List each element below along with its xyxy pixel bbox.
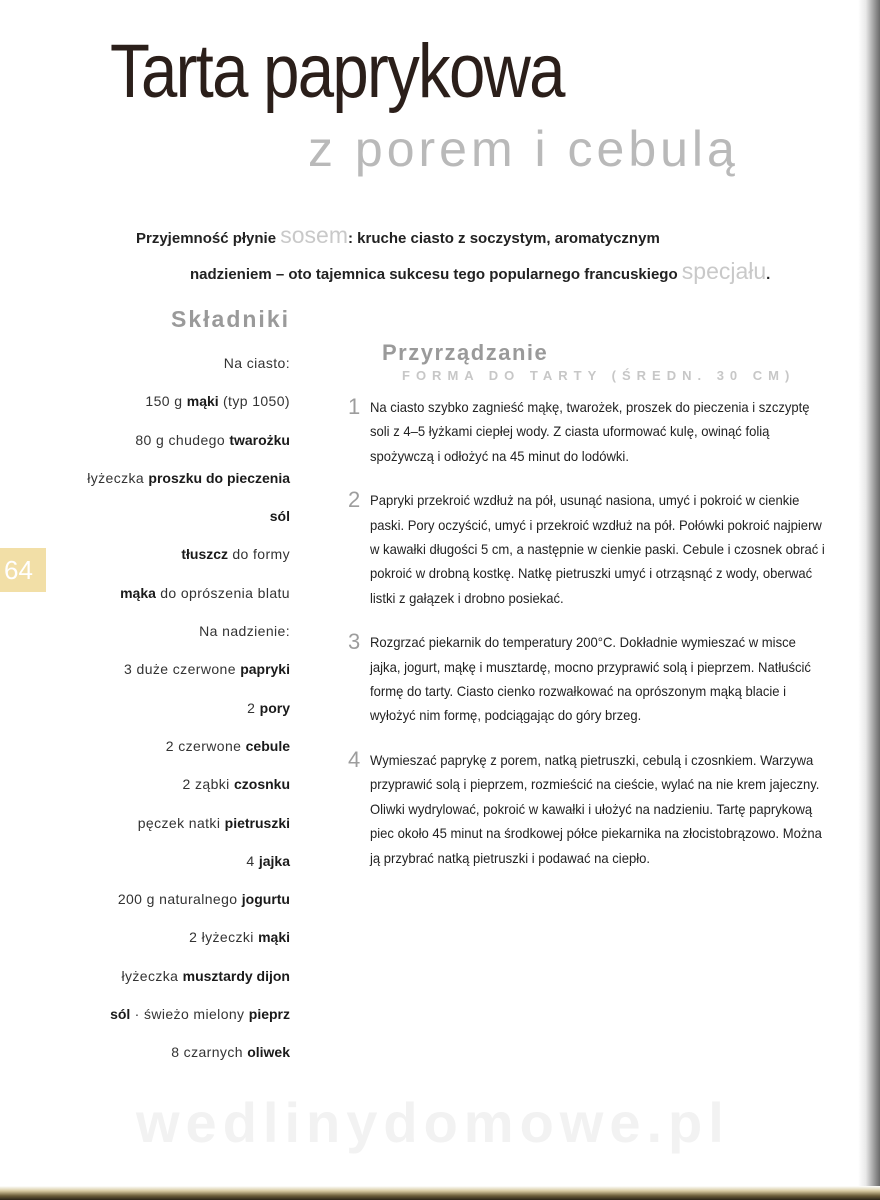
- step-number: 3: [348, 629, 361, 655]
- page-number-tab: [0, 548, 46, 592]
- ingredient-item: 2 łyżeczki mąki: [189, 929, 290, 946]
- page-edge-shadow: [858, 0, 880, 1200]
- step-4: [348, 746, 848, 871]
- intro-line-2: [190, 258, 770, 285]
- ingredient-item: Na nadzienie:: [199, 623, 290, 640]
- ingredient-item: pęczek natki pietruszki: [137, 814, 290, 831]
- ingredient-item: 80 g chudego twarożku: [135, 431, 290, 448]
- ingredients-heading: Składniki: [171, 306, 290, 332]
- ingredient-item: 8 czarnych oliwek: [171, 1044, 290, 1061]
- ingredient-item: 150 g mąki (typ 1050): [145, 393, 290, 410]
- intro-line-1: [136, 222, 660, 249]
- page-number: 64: [4, 555, 33, 585]
- preparation-steps: [348, 396, 848, 891]
- step-number: 2: [348, 487, 361, 513]
- intro-highlight-word: sosem: [280, 222, 348, 248]
- ingredient-item: 200 g naturalnego jogurtu: [117, 891, 290, 908]
- recipe-subtitle: z porem i cebulą: [308, 121, 739, 177]
- ingredient-item: 3 duże czerwone papryki: [124, 661, 290, 678]
- step-text: Na ciasto szybko zagnieść mąkę, twarożek, proszek do pieczenia i szczyptę soli z 4–5 łyżkami ciepłej wody. Z ciasta uformować kulę, owinąć folią spożywczą i odłożyć na 45 minut do lodówki.: [370, 400, 810, 464]
- step-1: [348, 396, 848, 469]
- ingredient-item: łyżeczka musztardy dijon: [121, 967, 290, 984]
- ingredient-item: łyżeczka proszku do pieczenia: [87, 469, 290, 486]
- preparation-subheading: FORMA DO TARTY (ŚREDN. 30 CM): [402, 368, 796, 383]
- intro-text: Przyjemność płynie: [136, 230, 281, 247]
- intro-text: : kruche ciasto z soczystym, aromatycznym: [347, 230, 660, 247]
- ingredient-item: mąka do oprószenia blatu: [120, 584, 290, 601]
- step-text: Papryki przekroić wzdłuż na pół, usunąć nasiona, umyć i pokroić w cienkie paski. Pory oczyścić, umyć i przekroić wzdłuż na pół. Połówki pokroić najpierw w kawałki długości 5 cm, a następnie w cienkie paski. Cebule i czosnek obrać i pokroić w drobną kostkę. Natkę pietruszki umyć i otrząsnąć z wody, oberwać listki z gałązek i drobno posiekać.: [370, 493, 825, 606]
- page-bottom-edge: [0, 1186, 880, 1200]
- ingredient-item: tłuszcz do formy: [181, 546, 290, 563]
- ingredient-item: 2 czerwone cebule: [165, 737, 290, 754]
- step-number: 4: [348, 746, 361, 772]
- ingredient-item: sól: [269, 508, 290, 525]
- ingredients-list: [87, 352, 290, 1080]
- step-3: [348, 631, 848, 729]
- preparation-heading: Przyrządzanie: [382, 340, 549, 365]
- intro-highlight-word: specjału: [681, 258, 767, 284]
- intro-text: .: [766, 266, 771, 283]
- watermark: wedlinydomowe.pl: [136, 1091, 730, 1154]
- intro-text: nadzieniem – oto tajemnica sukcesu tego popularnego francuskiego: [190, 266, 682, 283]
- step-text: Rozgrzać piekarnik do temperatury 200°C. Dokładnie wymieszać w misce jajka, jogurt, mąkę i musztardę, mocno przyprawić solą i pieprzem. Natłuścić formę do tarty. Ciasto cienko rozwałkować na oprószonym mąką blacie i wyłożyć nim formę, podciągając do góry brzeg.: [370, 635, 811, 724]
- ingredient-item: 2 pory: [247, 699, 290, 716]
- ingredient-item: 2 ząbki czosnku: [182, 776, 290, 793]
- ingredient-item: Na ciasto:: [223, 355, 290, 371]
- step-2: [348, 489, 848, 611]
- step-number: 1: [348, 394, 361, 419]
- recipe-title: Tarta paprykowa: [110, 29, 564, 114]
- ingredient-item: sól · świeżo mielony pieprz: [110, 1006, 290, 1023]
- step-text: Wymieszać paprykę z porem, natką pietruszki, cebulą i czosnkiem. Warzywa przyprawić solą i pieprzem, rozmieścić na cieście, wylać na nie krem jajeczny. Oliwki wydrylować, pokroić w kawałki i ułożyć na nadzieniu. Tartę paprykową piec około 45 minut na środkowej półce piekarnika na złocistobrązowo. Można ją przybrać natką pietruszki i podawać na ciepło.: [370, 752, 822, 866]
- ingredient-item: 4 jajka: [246, 852, 290, 869]
